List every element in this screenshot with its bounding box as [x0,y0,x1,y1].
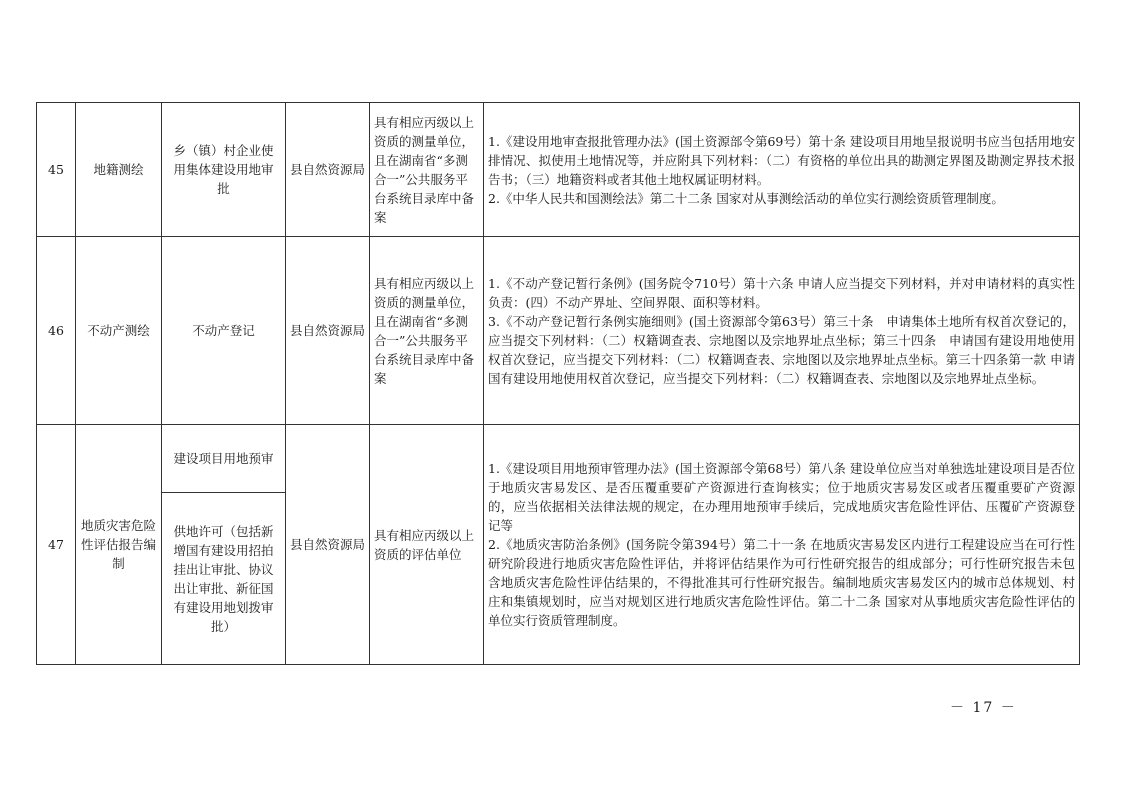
legal-basis-item: 2.《地质灾害防治条例》(国务院令第394号）第二十一条 在地质灾害易发区内进行工程建设应当在可行性研究阶段进行地质灾害危险性评估，并将评估结果作为可行性研究报告的组成部分；可行性研究报告未包含地质灾害危险性评估结果的，不得批准其可行性研究报告。编制地质灾害易发区内的城市总体规划、村庄和集镇规划时，应当对规划区进行地质灾害危险性评估。第二十二条 国家对从事地质灾害危险性评估的单位实行资质管理制度。 [488,537,1075,628]
related-approval: 建设项目用地预审 [162,425,286,493]
related-approval: 供地许可（包括新增国有建设用招拍挂出让审批、协议出让审批、新征国有建设用地划拨审批） [162,493,286,665]
regulation-table [36,102,1080,665]
service-item: 地籍测绘 [76,103,162,237]
legal-basis [484,425,1080,665]
row-number: 46 [37,237,76,425]
row-number: 47 [37,425,76,665]
related-approval: 不动产登记 [162,237,286,425]
service-item: 不动产测绘 [76,237,162,425]
table-row [37,237,1080,425]
page-number: － 17 － [950,700,1017,716]
department: 县自然资源局 [286,425,370,665]
legal-basis-item: 3.《不动产登记暂行条例实施细则》(国土资源部令第63号）第三十条 申请集体土地所有权首次登记的，应当提交下列材料：（二）权籍调查表、宗地图以及宗地界址点坐标；第三十四条 申请国有建设用地使用权首次登记，应当提交下列材料：（二）权籍调查表、宗地图以及宗地界址点坐标。第三十四条第一款 申请国有建设用地使用权首次登记，应当提交下列材料：（二）权籍调查表、宗地图以及宗地界址点坐标。 [488,313,1075,386]
legal-basis-item: 1.《不动产登记暂行条例》(国务院令710号）第十六条 申请人应当提交下列材料，并对申请材料的真实性负责：(四）不动产界址、空间界限、面积等材料。 [488,275,1075,310]
qualification: 具有相应丙级以上资质的评估单位 [370,425,484,665]
related-approval: 乡（镇）村企业使用集体建设用地审批 [162,103,286,237]
legal-basis [484,237,1080,425]
legal-basis [484,103,1080,237]
legal-basis-item: 2.《中华人民共和国测绘法》第二十二条 国家对从事测绘活动的单位实行测绘资质管理制度。 [488,190,1004,206]
department: 县自然资源局 [286,103,370,237]
qualification: 具有相应丙级以上资质的测量单位，且在湖南省“多测合一”公共服务平台系统目录库中备案 [370,103,484,237]
qualification: 具有相应丙级以上资质的测量单位，且在湖南省“多测合一”公共服务平台系统目录库中备案 [370,237,484,425]
table-row [37,103,1080,237]
row-number: 45 [37,103,76,237]
table-row [37,425,1080,493]
legal-basis-item: 1.《建设用地审查报批管理办法》(国土资源部令第69号）第十条 建设项目用地呈报说明书应当包括用地安排情况、拟使用土地情况等，并应附具下列材料：（二）有资格的单位出具的勘测定界图及勘测定界技术报告书；（三）地籍资料或者其他土地权属证明材料。 [488,133,1075,187]
service-item: 地质灾害危险性评估报告编制 [76,425,162,665]
legal-basis-item: 1.《建设项目用地预审管理办法》(国土资源部令第68号）第八条 建设单位应当对单独选址建设项目是否位于地质灾害易发区、是否压覆重要矿产资源进行查询核实；位于地质灾害易发区或者压覆重要矿产资源的，应当依据相关法律法规的规定，在办理用地预审手续后，完成地质灾害危险性评估、压覆矿产资源登记等 [488,461,1075,533]
department: 县自然资源局 [286,237,370,425]
